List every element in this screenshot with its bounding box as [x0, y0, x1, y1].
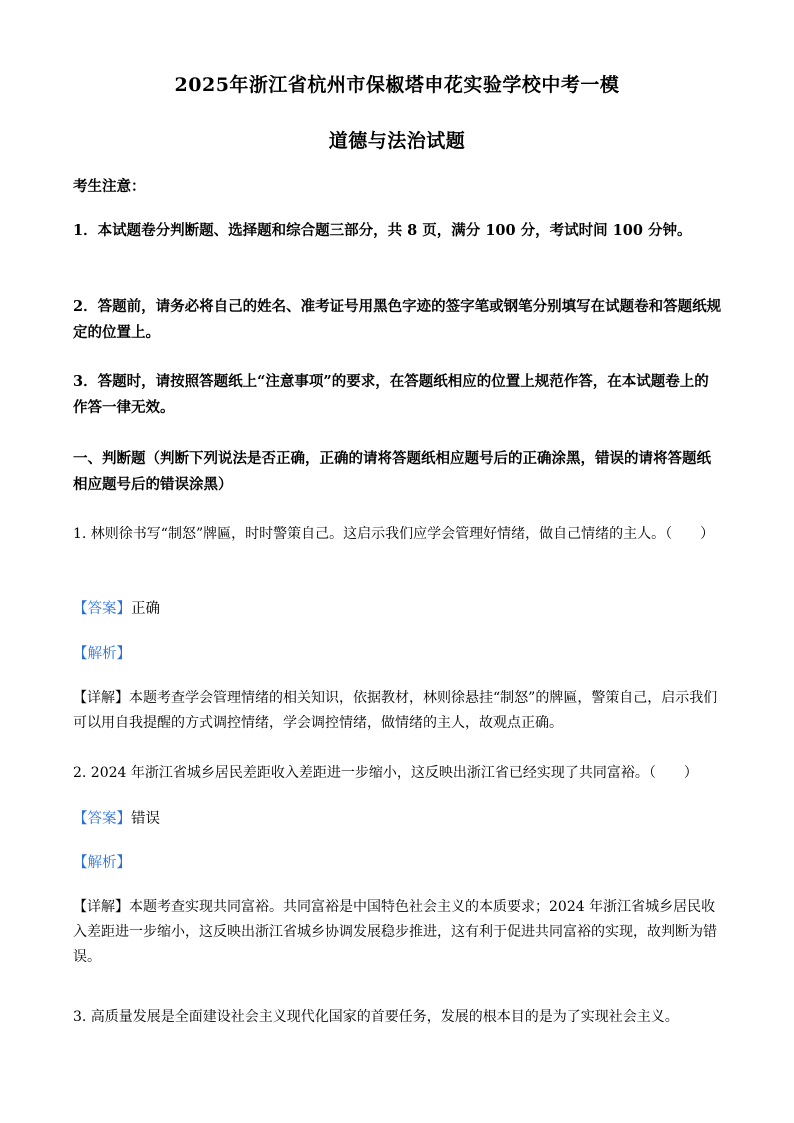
question-2-analysis	[73, 850, 131, 876]
section-header: 一、判断题（判断下列说法是否正确，正确的请将答题纸相应题号后的正确涂黑，错误的请将答题纸相应题号后的错误涂黑）	[73, 450, 711, 493]
notice-item-1: 1．本试题卷分判断题、选择题和综合题三部分，共 8 页，满分 100 分，考试时间 100 分钟。	[73, 222, 692, 239]
detail-text: 本题考查学会管理情绪的相关知识，依据教材，林则徐悬挂“制怒”的牌匾，警策自己，启示我们可以用自我提醒的方式调控情绪，学会调控情绪，做情绪的主人，故观点正确。	[73, 690, 718, 731]
analysis-tag: 【解析】	[73, 646, 131, 662]
detail-tag: 【详解】	[73, 899, 129, 915]
exam-title: 2025年浙江省杭州市保椒塔申花实验学校中考一模	[174, 74, 620, 96]
question-1-answer	[73, 596, 160, 622]
question-1-analysis	[73, 641, 131, 667]
detail-text: 本题考查实现共同富裕。共同富裕是中国特色社会主义的本质要求；2024 年浙江省城乡居民收入差距进一步缩小，这反映出浙江省城乡协调发展稳步推进，这有利于促进共同富裕的实现，故判断为错误。	[73, 899, 717, 965]
question-3-stem: 3. 高质量发展是全面建设社会主义现代化国家的首要任务，发展的根本目的是为了实现社会主义。	[73, 1009, 679, 1025]
question-2-stem: 2. 2024 年浙江省城乡居民差距收入差距进一步缩小，这反映出浙江省已经实现了共同富裕。（ ）	[73, 765, 698, 781]
notice-item-2: 2．答题前，请务必将自己的姓名、准考证号用黑色字迹的签字笔或钢笔分别填写在试题卷和答题纸规定的位置上。	[73, 298, 722, 341]
analysis-tag: 【解析】	[73, 855, 131, 871]
answer-value: 正确	[131, 601, 160, 617]
notice-item-3: 3．答题时，请按照答题纸上“注意事项”的要求，在答题纸相应的位置上规范作答，在本试题卷上的作答一律无效。	[73, 373, 709, 416]
detail-tag: 【详解】	[73, 690, 129, 706]
notice-header: 考生注意：	[73, 178, 146, 195]
question-1-stem: 1. 林则徐书写“制怒”牌匾，时时警策自己。这启示我们应学会管理好情绪，做自己情绪的主人。（ ）	[73, 526, 715, 542]
question-2-detail	[73, 895, 723, 970]
question-2-answer	[73, 806, 160, 832]
answer-tag: 【答案】	[73, 601, 131, 617]
answer-tag: 【答案】	[73, 811, 131, 827]
question-1-detail	[73, 686, 723, 736]
answer-value: 错误	[131, 811, 160, 827]
exam-subtitle: 道德与法治试题	[328, 130, 466, 152]
